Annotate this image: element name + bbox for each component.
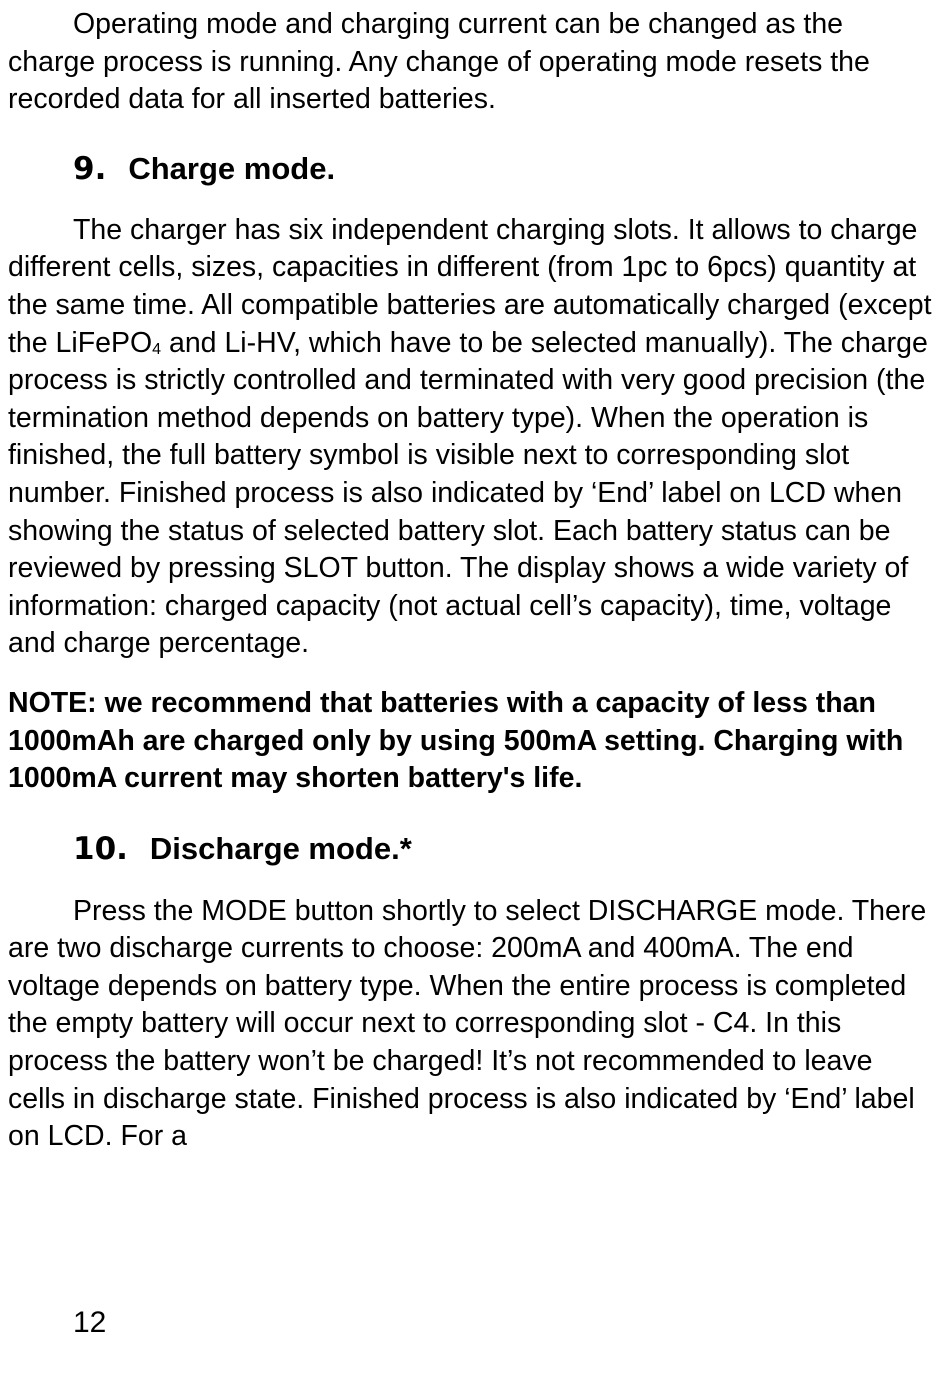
section-number: 9. [73, 150, 107, 187]
intro-paragraph: Operating mode and charging current can be changed as the charge process is running. Any change of operating mode resets the recorded data for all inserted batteries. [8, 8, 870, 116]
section-heading-discharge-mode [8, 829, 936, 869]
note-paragraph: NOTE: we recommend that batteries with a capacity of less than 1000mAh are charged only by using 500mA setting. Charging with 1000mA current may shorten battery's life. [8, 686, 904, 795]
page-content [8, 6, 936, 1156]
section-title: Charge mode. [128, 150, 336, 186]
section-title: Discharge mode.* [149, 830, 412, 866]
charge-text-part1: The charger has six independent charging slots. It allows to charge different cells, sizes, capacities in different (from 1pc to 6pcs) quantity at the same time. All compatible batteries are automatically charged (except the LiFePO [8, 213, 932, 359]
section-number: 10. [73, 830, 128, 867]
page-number: 12 [73, 1306, 107, 1339]
section-heading-charge-mode [8, 149, 936, 189]
charge-mode-paragraph [8, 212, 936, 663]
discharge-mode-paragraph: Press the MODE button shortly to select DISCHARGE mode. There are two discharge currents to choose: 200mA and 400mA. The end voltage depends on battery type. When the entire process is completed the empty battery will occur next to corresponding slot - C4. In this process the battery won’t be charged! It’s not recommended to leave cells in discharge state. Finished process is also indicated by ‘End’ label on LCD. For a [8, 894, 927, 1153]
charge-text-part2: and Li-HV, which have to be selected manually). The charge process is strictly controlled and terminated with very good precision (the termination method depends on battery type). When the operation is finished, the full battery symbol is visible next to corresponding slot number. Finished process is also indicated by ‘End’ label on LCD when showing the status of selected battery slot. Each battery status can be reviewed by pressing SLOT button. The display shows a wide variety of information: charged capacity (not actual cell’s capacity), time, voltage and charge percentage. [8, 326, 928, 660]
chemical-subscript: 4 [152, 340, 162, 358]
